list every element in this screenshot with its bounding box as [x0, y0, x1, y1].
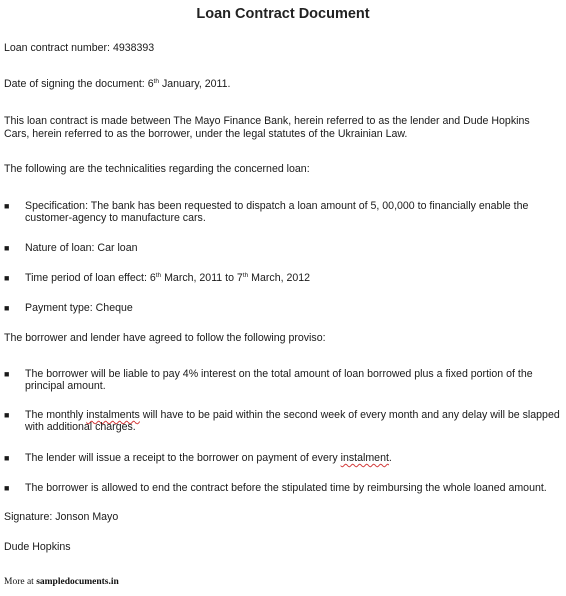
square-bullet-icon: ■	[4, 273, 10, 283]
list-item-nature: ■ Nature of loan: Car loan	[4, 242, 138, 254]
square-bullet-icon: ■	[4, 410, 10, 420]
square-bullet-icon: ■	[4, 201, 10, 211]
intro-paragraph: This loan contract is made between The Mayo Finance Bank, herein referred to as the lender and Dude Hopkins Cars, herein referred to as the borrower, under the legal statutes of the Ukrainian Law.	[4, 115, 530, 140]
contract-number: Loan contract number: 4938393	[4, 42, 155, 54]
document-title: Loan Contract Document	[196, 6, 370, 22]
list-item-instalments: ■ The monthly instalments will have to be paid within the second week of every month and any delay will be slapped with additional charges.	[4, 409, 560, 433]
list-item-time-period: ■ Time period of loan effect: 6th March, 2011 to 7th March, 2012	[4, 272, 311, 284]
list-item-payment-type: ■ Payment type: Cheque	[4, 302, 133, 314]
square-bullet-icon: ■	[4, 453, 10, 463]
list-item-specification: ■ Specification: The bank has been requested to dispatch a loan amount of 5, 00,000 to financially enable the customer-agency to manufacture cars.	[4, 200, 529, 224]
footer-site-link[interactable]: sampledocuments.in	[36, 577, 119, 587]
signature-line: Signature: Jonson Mayo	[4, 511, 119, 523]
square-bullet-icon: ■	[4, 369, 10, 379]
list-item-receipt: ■ The lender will issue a receipt to the borrower on payment of every instalment.	[4, 452, 392, 464]
square-bullet-icon: ■	[4, 483, 10, 493]
spellcheck-word: instalments	[86, 409, 140, 421]
second-signatory: Dude Hopkins	[4, 541, 71, 553]
signing-date: Date of signing the document: 6th January, 2011.	[4, 78, 231, 90]
technicalities-heading: The following are the technicalities regarding the concerned loan:	[4, 163, 310, 175]
footer-credit: More at sampledocuments.in	[4, 577, 119, 587]
list-item-end-contract: ■ The borrower is allowed to end the contract before the stipulated time by reimbursing the whole loaned amount.	[4, 482, 547, 494]
proviso-heading: The borrower and lender have agreed to follow the following proviso:	[4, 332, 326, 344]
square-bullet-icon: ■	[4, 243, 10, 253]
list-item-interest: ■ The borrower will be liable to pay 4% interest on the total amount of loan borrowed plus a fixed portion of the principal amount.	[4, 368, 533, 392]
square-bullet-icon: ■	[4, 303, 10, 313]
spellcheck-word: instalment	[340, 452, 389, 464]
